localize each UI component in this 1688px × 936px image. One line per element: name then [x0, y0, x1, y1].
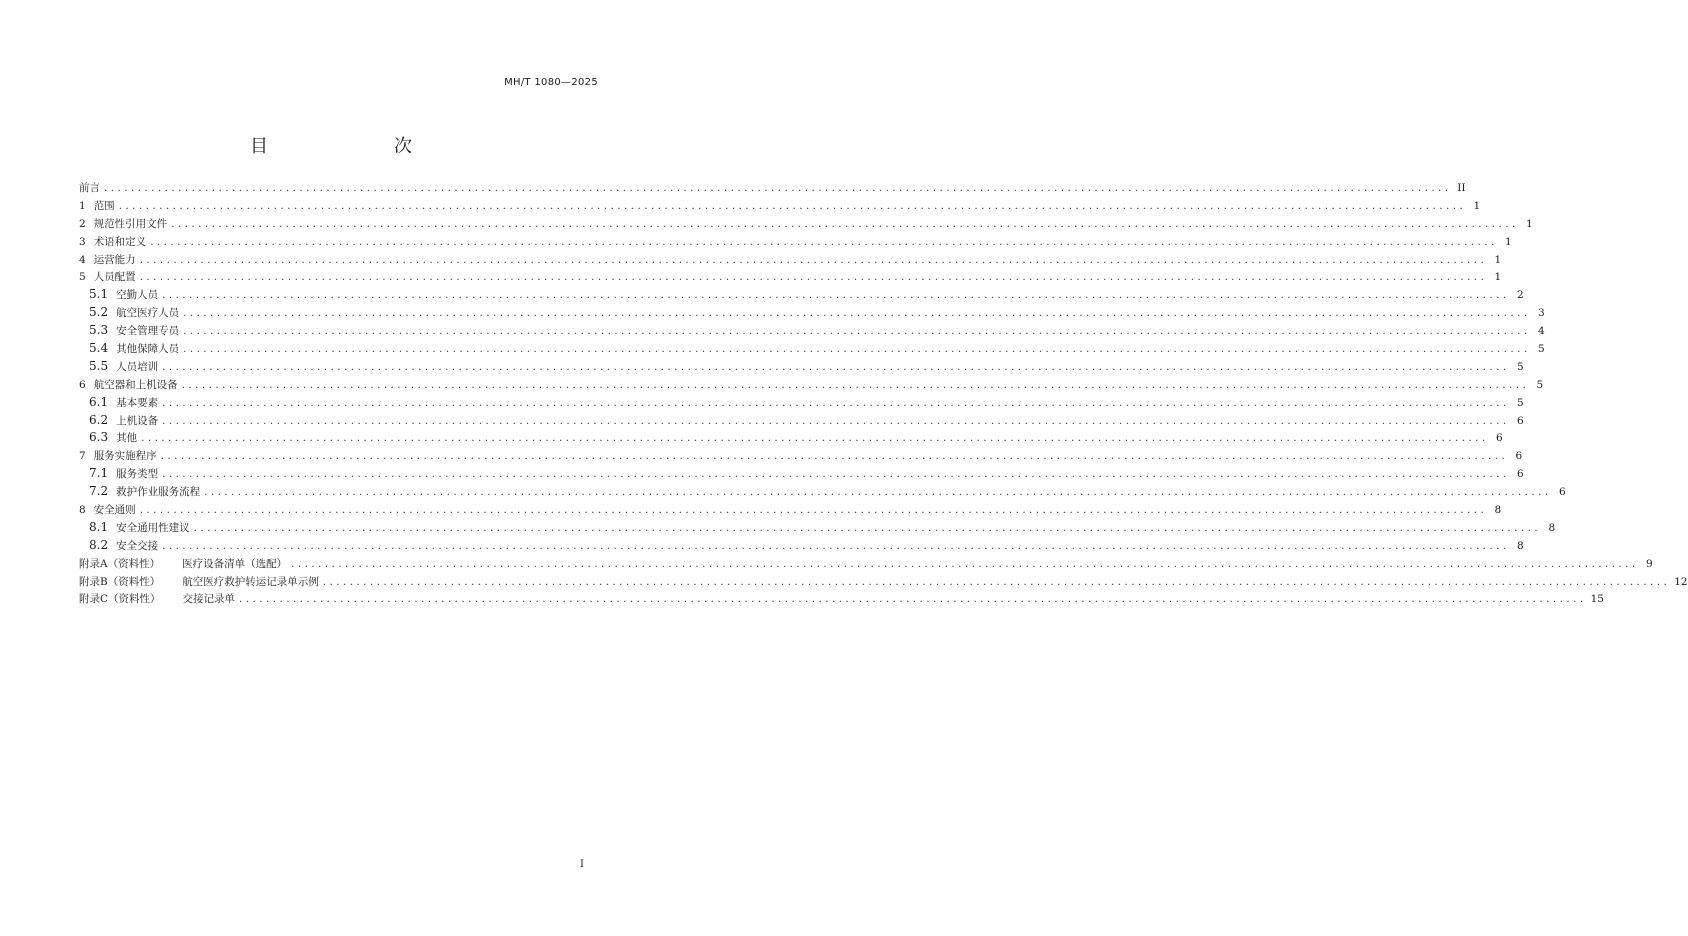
toc-entry[interactable]: [79, 574, 1688, 592]
toc-entry-page: 6: [1516, 468, 1524, 481]
toc-entry-title: 运营能力: [93, 253, 136, 266]
toc-entry[interactable]: [79, 180, 1466, 198]
toc-entry-title: 术语和定义: [93, 235, 147, 248]
toc-entry-title: 安全管理专员: [116, 325, 180, 338]
toc-entry-title: 上机设备: [116, 414, 159, 427]
toc-entry[interactable]: [79, 556, 1653, 574]
toc-entry-title: 医疗设备清单（选配）: [182, 557, 288, 570]
toc-entry[interactable]: [79, 305, 1545, 323]
toc-entry-title: 航空医疗人员: [116, 307, 180, 320]
toc-entry[interactable]: [79, 287, 1524, 305]
dot-leader: ........................................................................................................................................................................................................: [118, 199, 1467, 212]
toc-entry-page: 8: [1548, 521, 1556, 534]
toc-entry[interactable]: [79, 269, 1502, 287]
toc-entry-title: 前言: [79, 182, 100, 194]
toc-entry-page: 1: [1526, 217, 1533, 230]
toc-entry-number: 5.5: [89, 358, 109, 373]
toc-entry-title: 其他保障人员: [116, 343, 180, 356]
toc-entry-page: 5: [1516, 360, 1524, 373]
standard-code: MH/T 1080—2025: [504, 77, 598, 88]
toc-entry-title: 安全交接: [116, 539, 159, 552]
toc-entry-number: 7.2: [89, 484, 109, 499]
dot-leader: ........................................................................................................................................................................................................: [162, 289, 1510, 302]
dot-leader: ........................................................................................................................................................................................................: [150, 235, 1498, 248]
toc-entry-number: 附录A（资料性）: [79, 557, 161, 570]
dot-leader: ........................................................................................................................................................................................................: [291, 557, 1639, 570]
toc-entry-page: 1: [1494, 253, 1502, 266]
toc-entry-page: 5: [1537, 343, 1545, 356]
toc-entry-number: 6.2: [89, 412, 109, 427]
toc-entry-page: 8: [1516, 539, 1524, 552]
toc-entry-page: 6: [1558, 486, 1566, 499]
toc-entry-number: 4: [79, 253, 86, 266]
toc-entry-number: 附录C（资料性）: [79, 593, 161, 606]
toc-entry-page: 5: [1536, 378, 1544, 391]
toc-entry-page: 6: [1515, 450, 1523, 463]
toc-entry[interactable]: [79, 502, 1502, 520]
dot-leader: ........................................................................................................................................................................................................: [183, 325, 1531, 338]
dot-leader: ........................................................................................................................................................................................................: [171, 217, 1519, 230]
toc-entry[interactable]: [79, 519, 1556, 538]
page-title: 目 次: [250, 136, 442, 157]
dot-leader: ........................................................................................................................................................................................................: [239, 593, 1587, 606]
toc-entry-number: 8.1: [89, 519, 109, 534]
dot-leader: ........................................................................................................................................................................................................: [181, 378, 1530, 391]
toc-entry[interactable]: [79, 216, 1533, 234]
dot-leader: ........................................................................................................................................................................................................: [204, 486, 1552, 499]
toc-entry-title: 安全通用性建议: [116, 521, 190, 534]
toc-entry-title: 空勤人员: [116, 289, 159, 302]
toc-entry[interactable]: [79, 591, 1604, 609]
dot-leader: ........................................................................................................................................................................................................: [139, 253, 1488, 266]
toc-entry-title: 基本要素: [116, 396, 159, 409]
toc-entry-page: 15: [1590, 593, 1604, 606]
toc-entry-title: 人员培训: [116, 360, 159, 373]
toc-entry-number: 2: [79, 217, 86, 230]
toc-entry-page: 8: [1494, 504, 1502, 517]
toc-entry-title: 其他: [116, 432, 138, 445]
toc-entry-number: 7: [79, 450, 86, 463]
dot-leader: ........................................................................................................................................................................................................: [183, 343, 1531, 356]
dot-leader: ........................................................................................................................................................................................................: [139, 271, 1488, 284]
toc-entry[interactable]: [79, 252, 1502, 270]
toc-entry-page: 12: [1674, 575, 1688, 588]
toc-entry[interactable]: [79, 377, 1544, 395]
toc-entry-page: 9: [1645, 557, 1653, 570]
toc-entry[interactable]: [79, 234, 1512, 252]
toc-entry[interactable]: [79, 198, 1481, 216]
toc-entry-title: 航空器和上机设备: [93, 378, 178, 391]
dot-leader: ........................................................................................................................................................................................................: [141, 432, 1489, 445]
toc-entry-page: 1: [1505, 235, 1512, 248]
toc-entry[interactable]: [79, 358, 1524, 377]
toc-entry[interactable]: [79, 323, 1545, 341]
toc-entry-page: 5: [1516, 396, 1524, 409]
toc-entry-number: 6: [79, 378, 86, 391]
toc-entry-page: II: [1457, 182, 1466, 194]
toc-entry[interactable]: [79, 430, 1503, 448]
toc-entry-title: 航空医疗救护转运记录单示例: [182, 575, 319, 588]
toc-entry[interactable]: [79, 448, 1523, 466]
toc-entry[interactable]: [79, 484, 1566, 502]
toc-entry-number: 8.2: [89, 537, 109, 552]
toc-entry-page: 1: [1473, 199, 1481, 212]
dot-leader: ........................................................................................................................................................................................................: [162, 414, 1510, 427]
toc-entry-title: 服务类型: [116, 468, 159, 481]
dot-leader: ........................................................................................................................................................................................................: [193, 521, 1542, 534]
page-number: I: [580, 859, 584, 870]
dot-leader: ........................................................................................................................................................................................................: [104, 182, 1452, 194]
dot-leader: ........................................................................................................................................................................................................: [183, 307, 1531, 320]
toc-entry-number: 5.3: [89, 323, 109, 338]
toc-entry-title: 范围: [93, 199, 115, 212]
toc-entry-number: 附录B（资料性）: [79, 575, 161, 588]
dot-leader: ........................................................................................................................................................................................................: [160, 450, 1509, 463]
toc-entry-number: 1: [79, 199, 86, 212]
dot-leader: ........................................................................................................................................................................................................: [162, 468, 1510, 481]
toc-entry-page: 3: [1537, 307, 1545, 320]
toc-entry[interactable]: [79, 412, 1524, 431]
dot-leader: ........................................................................................................................................................................................................: [139, 504, 1488, 517]
toc-entry[interactable]: [79, 466, 1524, 484]
toc-entry[interactable]: [79, 537, 1524, 556]
toc-entry-number: 3: [79, 235, 86, 248]
table-of-contents: [79, 180, 1688, 609]
dot-leader: ........................................................................................................................................................................................................: [162, 360, 1510, 373]
toc-entry-number: 5.4: [89, 341, 109, 356]
toc-entry-number: 5: [79, 271, 86, 284]
dot-leader: ........................................................................................................................................................................................................: [162, 396, 1510, 409]
toc-entry-title: 交接记录单: [182, 593, 236, 606]
toc-entry-number: 6.1: [89, 394, 109, 409]
toc-entry[interactable]: [79, 341, 1545, 359]
toc-entry-page: 1: [1494, 271, 1502, 284]
toc-entry-title: 服务实施程序: [93, 450, 157, 463]
toc-entry[interactable]: [79, 394, 1524, 413]
toc-entry-number: 8: [79, 504, 86, 517]
toc-entry-title: 规范性引用文件: [93, 217, 168, 230]
toc-entry-title: 人员配置: [93, 271, 136, 284]
toc-entry-number: 5.1: [89, 287, 109, 302]
toc-entry-title: 安全通则: [93, 504, 136, 517]
toc-entry-page: 4: [1537, 325, 1545, 338]
toc-entry-title: 救护作业服务流程: [116, 486, 201, 499]
toc-entry-number: 7.1: [89, 466, 109, 481]
toc-entry-number: 5.2: [89, 305, 109, 320]
toc-entry-page: 2: [1516, 289, 1524, 302]
dot-leader: ........................................................................................................................................................................................................: [322, 575, 1671, 588]
toc-entry-page: 6: [1516, 414, 1524, 427]
toc-entry-page: 6: [1495, 432, 1503, 445]
toc-entry-number: 6.3: [89, 430, 109, 445]
dot-leader: ........................................................................................................................................................................................................: [162, 539, 1510, 552]
